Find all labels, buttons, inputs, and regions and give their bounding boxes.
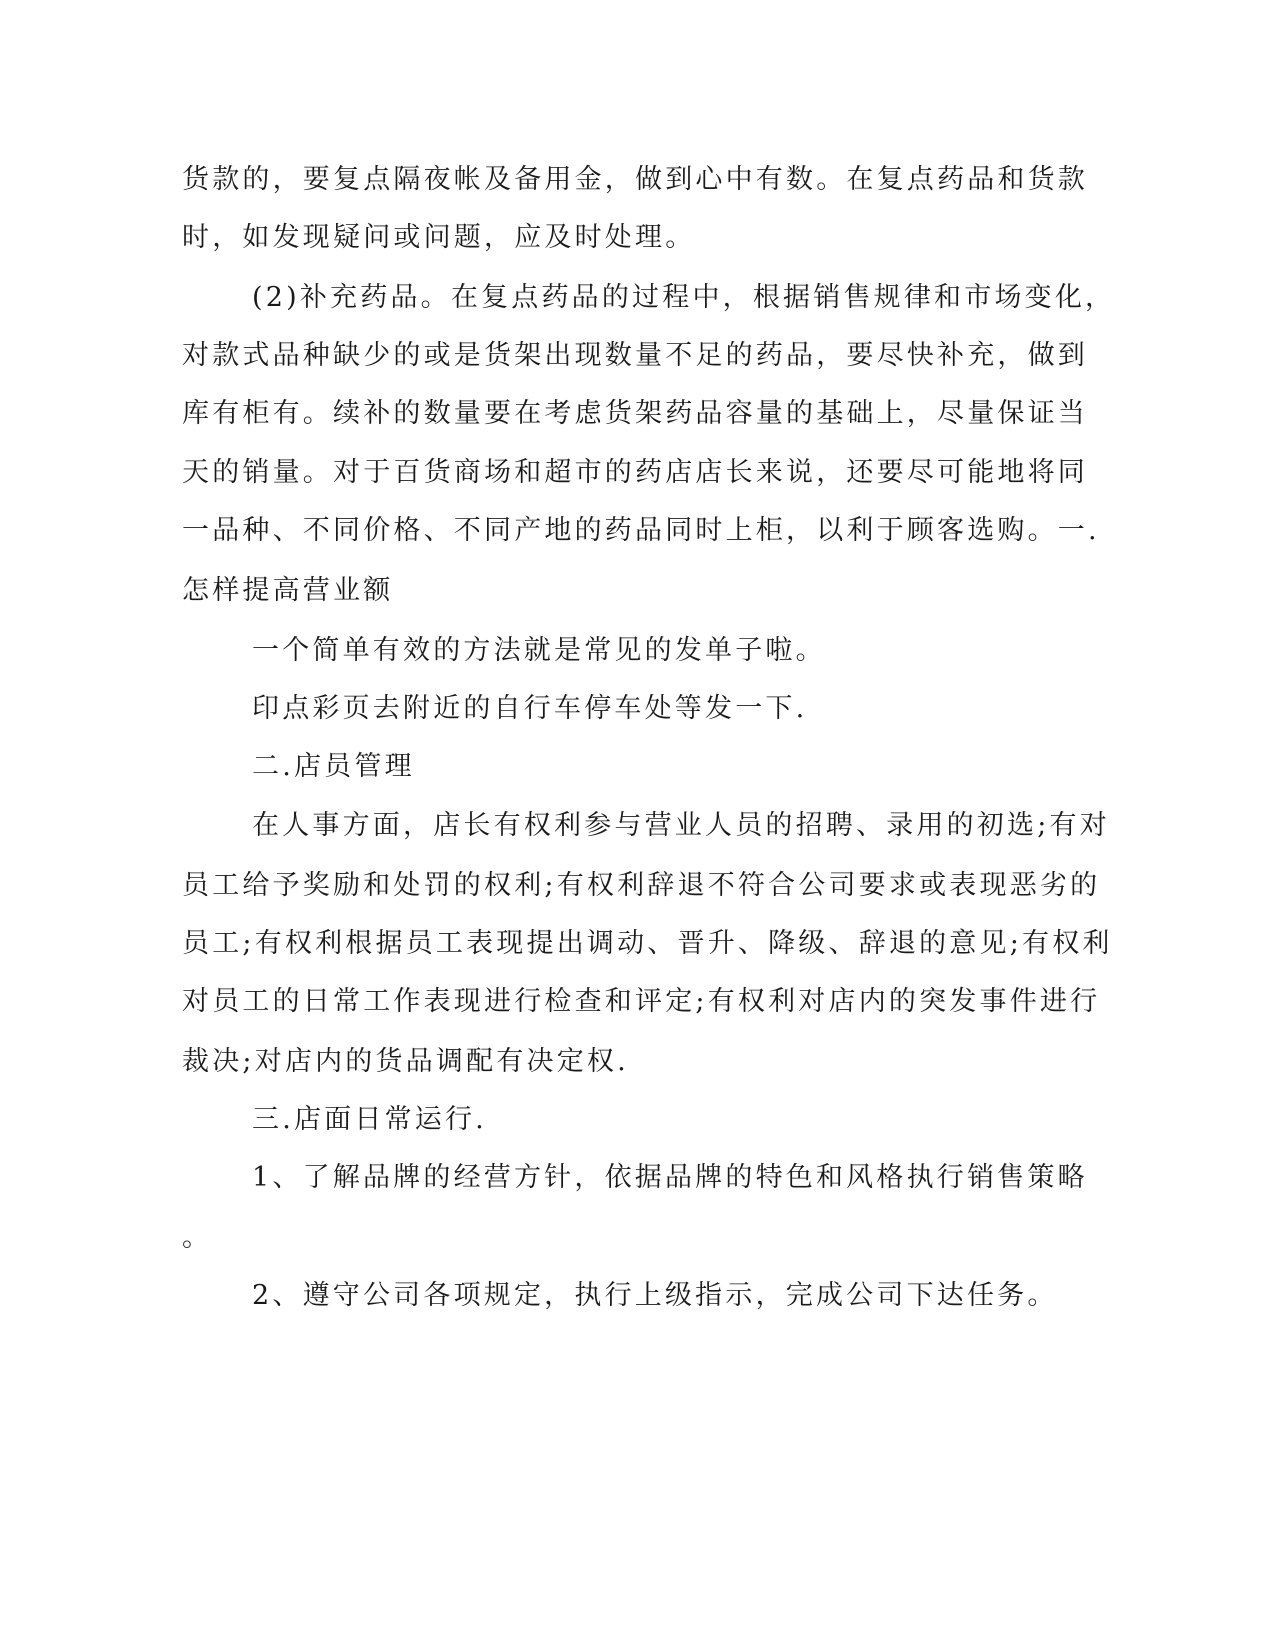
- list-item: 2、遵守公司各项规定，执行上级指示，完成公司下达任务。: [252, 1280, 1058, 1311]
- text-line: 一个简单有效的方法就是常见的发单子啦。: [252, 635, 826, 666]
- text-line: 天的销量。对于百货商场和超市的药店店长来说，还要尽可能地将同: [182, 457, 1088, 488]
- text-line: 裁决;对店内的货品调配有决定权.: [182, 1046, 629, 1077]
- text-line: 员工给予奖励和处罚的权利;有权利辞退不符合公司要求或表现恶劣的: [182, 870, 1101, 901]
- text-line: 一品种、不同价格、不同产地的药品同时上柜，以利于顾客选购。一.: [182, 515, 1100, 546]
- text-line: 在人事方面，店长有权利参与营业人员的招聘、录用的初选;有对: [252, 810, 1110, 841]
- text-line: 怎样提高营业额: [182, 575, 394, 606]
- text-line: 。: [182, 1222, 213, 1253]
- section-heading: 三.店面日常运行.: [252, 1104, 487, 1135]
- text-line: 对员工的日常工作表现进行检查和评定;有权利对店内的突发事件进行: [182, 986, 1101, 1017]
- text-line: 货款的，要复点隔夜帐及备用金，做到心中有数。在复点药品和货款: [182, 164, 1088, 195]
- text-line: 对款式品种缺少的或是货架出现数量不足的药品，要尽快补充，做到: [182, 340, 1088, 371]
- list-item: 1、了解品牌的经营方针，依据品牌的特色和风格执行销售策略: [252, 1162, 1088, 1193]
- section-heading: 二.店员管理: [252, 751, 415, 782]
- text-line: 印点彩页去附近的自行车停车处等发一下.: [252, 693, 808, 724]
- text-line: (2)补充药品。在复点药品的过程中，根据销售规律和市场变化，: [252, 282, 1116, 313]
- text-line: 库有柜有。续补的数量要在考虑货架药品容量的基础上，尽量保证当: [182, 398, 1088, 429]
- text-line: 员工;有权利根据员工表现提出调动、晋升、降级、辞退的意见;有权利: [182, 928, 1113, 959]
- text-line: 时，如发现疑问或问题，应及时处理。: [182, 222, 696, 253]
